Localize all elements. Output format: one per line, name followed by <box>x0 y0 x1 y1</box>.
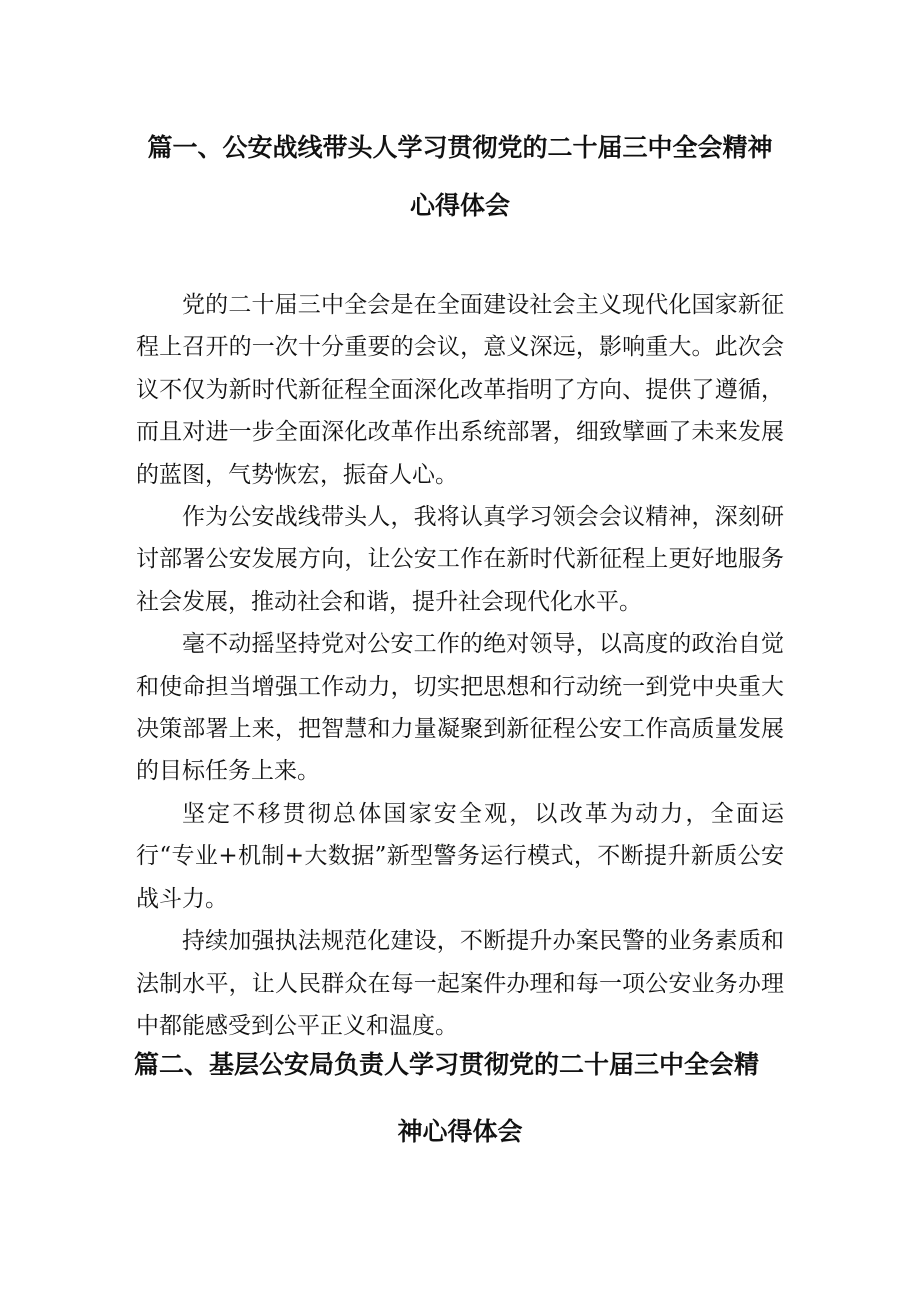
article1-body <box>136 284 784 1047</box>
article1-paragraph-1: 党的二十届三中全会是在全面建设社会主义现代化国家新征程上召开的一次十分重要的会议，意义深远，影响重大。此次会议不仅为新时代新征程全面深化改革指明了方向、提供了遵循，而且对进一步全面深化改革作出系统部署，细致擘画了未来发展的蓝图，气势恢宏，振奋人心。 <box>136 292 784 488</box>
article2-title-line2: 神心得体会 <box>397 1117 523 1146</box>
article1-title-line1: 篇一、公安战线带头人学习贯彻党的二十届三中全会精神 <box>147 133 773 162</box>
article2-title-line1: 篇二、基层公安局负责人学习贯彻党的二十届三中全会精 <box>134 1050 760 1079</box>
article1-paragraph-3: 毫不动摇坚持党对公安工作的绝对领导，以高度的政治自觉和使命担当增强工作动力，切实把思想和行动统一到党中央重大决策部署上来，把智慧和力量凝聚到新征程公安工作高质量发展的目标任务上来。 <box>136 631 784 785</box>
article1-title-line2: 心得体会 <box>409 191 510 220</box>
article1-paragraph-4: 坚定不移贯彻总体国家安全观，以改革为动力，全面运行“专业+机制+大数据”新型警务运行模式，不断提升新质公安战斗力。 <box>136 800 784 912</box>
article1-paragraph-2: 作为公安战线带头人，我将认真学习领会会议精神，深刻研讨部署公安发展方向，让公安工作在新时代新征程上更好地服务社会发展，推动社会和谐，提升社会现代化水平。 <box>136 504 784 615</box>
article1-paragraph-5: 持续加强执法规范化建设，不断提升办案民警的业务素质和法制水平，让人民群众在每一起案件办理和每一项公安业务办理中都能感受到公平正义和温度。 <box>136 928 784 1039</box>
